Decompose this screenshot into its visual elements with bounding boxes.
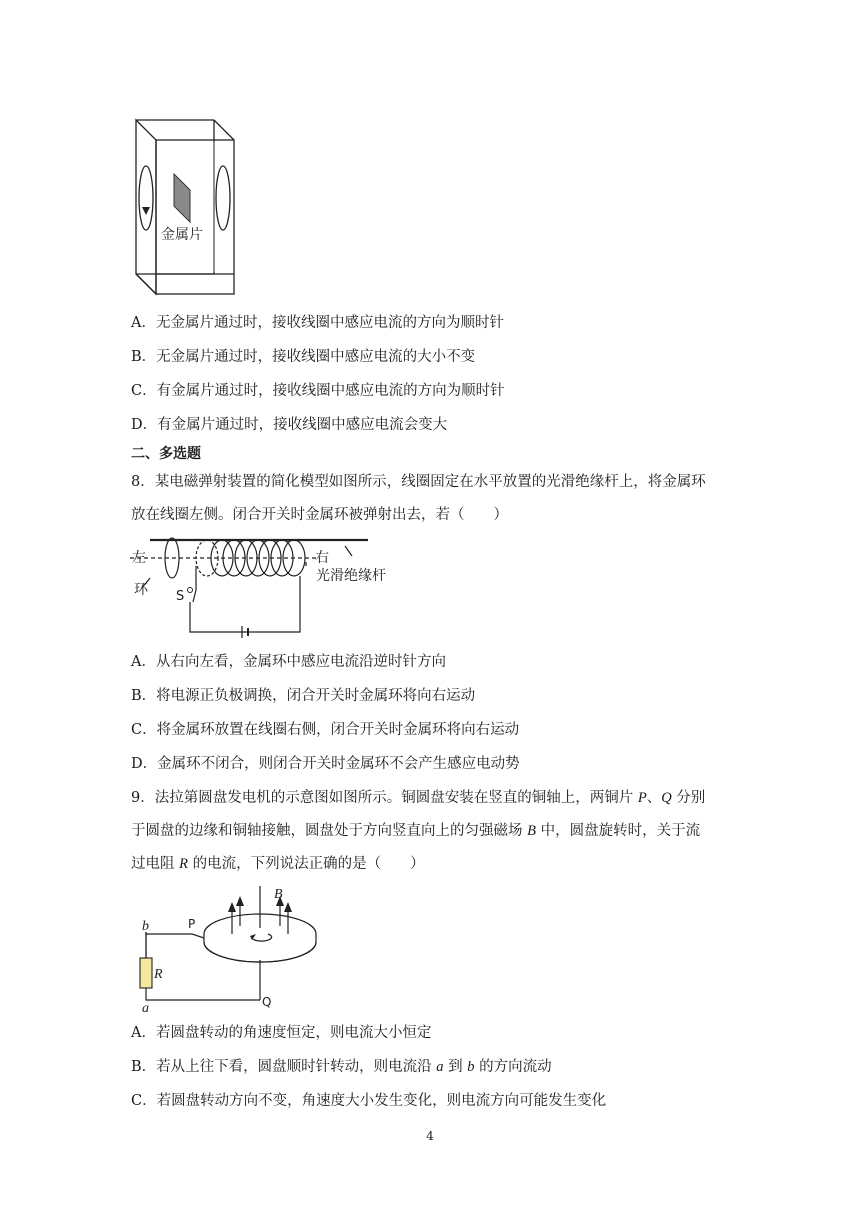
q9-resistor-r: R bbox=[179, 856, 188, 872]
disc-label-p: P bbox=[188, 917, 196, 931]
q8-option-a: A．从右向左看，金属环中感应电流沿逆时针方向 bbox=[131, 654, 446, 670]
q9-copper-p: P bbox=[637, 790, 647, 806]
q9-copper-q: Q bbox=[661, 790, 672, 806]
disc-label-field: B bbox=[274, 887, 283, 902]
disc-label-a-node: a bbox=[142, 1001, 149, 1012]
q8-stem-line-1: 8．某电磁弹射装置的简化模型如图所示，线圈固定在水平放置的光滑绝缘杆上，将金属环 bbox=[131, 474, 706, 490]
q9-stem-3b: 的电流，下列说法正确的是（ ） bbox=[187, 856, 425, 872]
q9-stem-2a: 于圆盘的边缘和铜轴接触，圆盘处于方向竖直向上的匀强磁场 bbox=[131, 823, 528, 839]
q9-option-a: A．若圆盘转动的角速度恒定，则电流大小恒定 bbox=[131, 1025, 432, 1041]
q7-option-a: A．无金属片通过时，接收线圈中感应电流的方向为顺时针 bbox=[131, 315, 504, 331]
solenoid-right-label: 右 bbox=[315, 550, 329, 566]
metal-sheet-label: 金属片 bbox=[161, 227, 203, 243]
faraday-disc-figure bbox=[132, 882, 332, 1012]
section-header: 二、多选题 bbox=[131, 446, 201, 462]
metal-detector-figure bbox=[128, 112, 248, 298]
q9-stem-line-2 bbox=[131, 821, 700, 841]
q9-option-c: C．若圆盘转动方向不变，角速度大小发生变化，则电流方向可能发生变化 bbox=[131, 1093, 607, 1109]
solenoid-left-label: 左 bbox=[132, 550, 146, 566]
q9-stem-1a: 9．法拉第圆盘发电机的示意图如图所示。铜圆盘安装在竖直的铜轴上，两铜片 bbox=[131, 790, 638, 806]
disc-label-b-node: b bbox=[142, 919, 149, 934]
q7-option-c: C．有金属片通过时，接收线圈中感应电流的方向为顺时针 bbox=[131, 383, 505, 399]
q9-stem-2b: 中，圆盘旋转时，关于流 bbox=[535, 823, 701, 839]
q9-option-b-to: b bbox=[467, 1059, 475, 1075]
q9-stem-1sep: 、 bbox=[646, 790, 662, 806]
q9-stem-line-3 bbox=[131, 854, 425, 874]
q9-option-b bbox=[131, 1057, 552, 1077]
q9-option-b-part1: B．若从上往下看，圆盘顺时针转动，则电流沿 bbox=[131, 1059, 437, 1075]
solenoid-ring-label: 环 bbox=[134, 582, 148, 598]
page-number: 4 bbox=[426, 1129, 434, 1143]
disc-label-r: R bbox=[154, 967, 163, 982]
q9-option-b-mid: 到 bbox=[443, 1059, 468, 1075]
solenoid-figure bbox=[130, 532, 400, 640]
q9-stem-line-1 bbox=[131, 788, 705, 808]
q9-stem-1b: 分别 bbox=[671, 790, 706, 806]
q8-stem-line-2: 放在线圈左侧。闭合开关时金属环被弹射出去，若（ ） bbox=[131, 507, 508, 523]
q7-option-b: B．无金属片通过时，接收线圈中感应电流的大小不变 bbox=[131, 349, 476, 365]
solenoid-rod-label: 光滑绝缘杆 bbox=[316, 568, 386, 584]
disc-label-q: Q bbox=[262, 995, 272, 1009]
q9-stem-3a: 过电阻 bbox=[131, 856, 180, 872]
q8-option-b: B．将电源正负极调换，闭合开关时金属环将向右运动 bbox=[131, 688, 476, 704]
q7-option-d: D．有金属片通过时，接收线圈中感应电流会变大 bbox=[131, 417, 448, 433]
q8-option-d: D．金属环不闭合，则闭合开关时金属环不会产生感应电动势 bbox=[131, 756, 520, 772]
q9-option-b-from: a bbox=[436, 1059, 444, 1075]
q9-field-b: B bbox=[527, 823, 536, 839]
solenoid-switch-label: S bbox=[176, 589, 185, 604]
q8-option-c: C．将金属环放置在线圈右侧，闭合开关时金属环将向右运动 bbox=[131, 722, 520, 738]
q9-option-b-part2: 的方向流动 bbox=[474, 1059, 552, 1075]
